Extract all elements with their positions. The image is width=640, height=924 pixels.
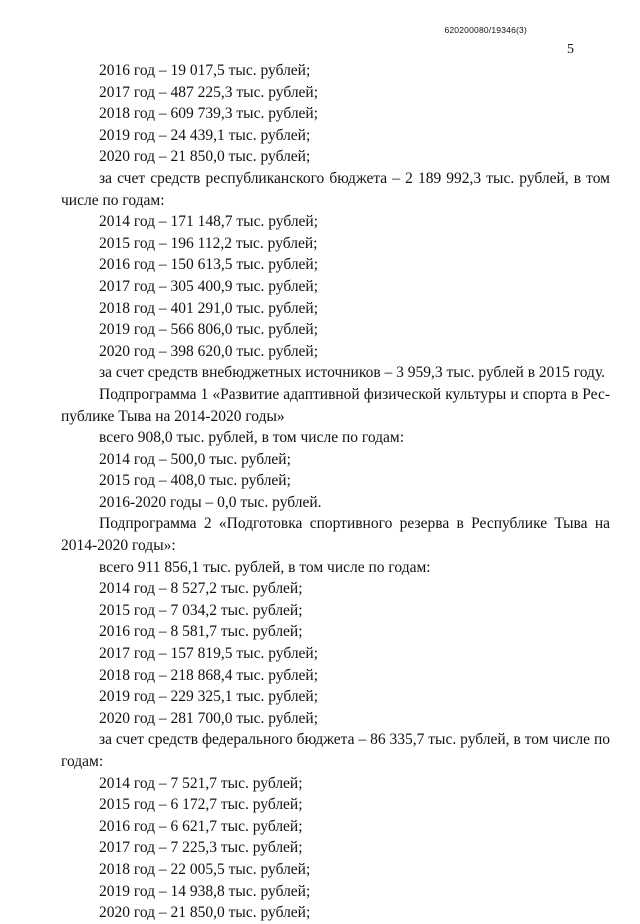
text-line: 2015 год – 6 172,7 тыс. рублей; [99, 796, 303, 814]
text-line: 2014 год – 171 148,7 тыс. рублей; [99, 213, 319, 231]
text-line: 2016 год – 6 621,7 тыс. рублей; [99, 817, 303, 835]
text-line: 2019 год – 24 439,1 тыс. рублей; [99, 126, 311, 144]
text-line: 2014 год – 8 527,2 тыс. рублей; [99, 580, 303, 598]
text-line: всего 911 856,1 тыс. рублей, в том числе по годам: [99, 558, 431, 576]
text-line: 2018 год – 218 868,4 тыс. рублей; [99, 666, 319, 684]
text-line: годам: [61, 753, 104, 770]
text-line: 2016 год – 19 017,5 тыс. рублей; [99, 62, 311, 79]
text-line: 2019 год – 14 938,8 тыс. рублей; [99, 882, 311, 900]
text-line: числе по годам: [61, 191, 165, 209]
text-line: Подпрограмма 1 «Развитие адаптивной физической культуры и спорта в Рес- [99, 385, 610, 403]
text-line: публике Тыва на 2014-2020 годы» [61, 407, 285, 425]
text-line: 2017 год – 7 225,3 тыс. рублей; [99, 839, 303, 857]
text-line: 2017 год – 487 225,3 тыс. рублей; [99, 83, 319, 101]
text-line: 2014 год – 7 521,7 тыс. рублей; [99, 774, 303, 792]
text-line: 2018 год – 401 291,0 тыс. рублей; [99, 299, 319, 317]
text-line: 2015 год – 7 034,2 тыс. рублей; [99, 601, 303, 619]
text-line: Подпрограмма 2 «Подготовка спортивного резерва в Республике Тыва на [99, 515, 610, 533]
text-line: 2017 год – 305 400,9 тыс. рублей; [99, 277, 319, 295]
text-line: 2016 год – 150 613,5 тыс. рублей; [99, 256, 319, 274]
text-line: 2020 год – 281 700,0 тыс. рублей; [99, 709, 319, 727]
document-body [61, 60, 610, 924]
text-line: всего 908,0 тыс. рублей, в том числе по годам: [99, 429, 405, 447]
text-line: 2020 год – 21 850,0 тыс. рублей; [99, 148, 311, 166]
text-line: 2017 год – 157 819,5 тыс. рублей; [99, 645, 319, 663]
text-line: 2019 год – 229 325,1 тыс. рублей; [99, 688, 319, 706]
page-number: 5 [567, 42, 574, 57]
text-line: 2019 год – 566 806,0 тыс. рублей; [99, 321, 319, 339]
text-line: за счет средств республиканского бюджета – 2 189 992,3 тыс. рублей, в том [99, 169, 610, 187]
text-line: 2014-2020 годы»: [61, 537, 176, 555]
text-line: 2016-2020 годы – 0,0 тыс. рублей. [99, 493, 322, 511]
text-line: 2014 год – 500,0 тыс. рублей; [99, 450, 291, 468]
text-line: 2016 год – 8 581,7 тыс. рублей; [99, 623, 303, 641]
document-id: 620200080/19346(3) [444, 25, 527, 35]
text-line: 2018 год – 609 739,3 тыс. рублей; [99, 105, 319, 123]
text-line: за счет средств федерального бюджета – 86 335,7 тыс. рублей, в том числе по [99, 731, 610, 749]
text-line: 2015 год – 408,0 тыс. рублей; [99, 472, 291, 490]
text-line: 2018 год – 22 005,5 тыс. рублей; [99, 860, 311, 878]
text-line: 2015 год – 196 112,2 тыс. рублей; [99, 234, 318, 252]
text-line: 2020 год – 21 850,0 тыс. рублей; [99, 904, 311, 922]
text-line: 2020 год – 398 620,0 тыс. рублей; [99, 342, 319, 360]
text-line: за счет средств внебюджетных источников – 3 959,3 тыс. рублей в 2015 году. [99, 364, 606, 382]
